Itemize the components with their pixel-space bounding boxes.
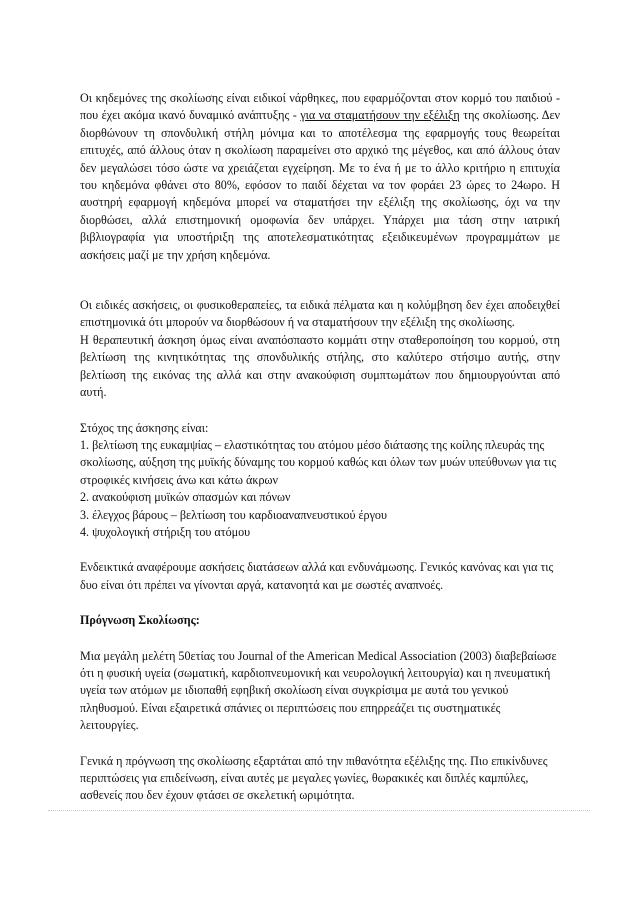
paragraph-braces-text-start: Οι κηδεμόνες της σκολίωσης είναι ειδικοί νάρθηκες, που εφαρμόζονται στον κορμό του παιδιού - που έχει ακόμα ικανό δυναμικό ανάπτυξης - — [80, 91, 560, 123]
paragraph-spacer — [80, 735, 560, 753]
paragraph-jama-study: Μια μεγάλη μελέτη 50ετίας του Journal of the American Medical Association (2003) διαβεβαίωσε ότι η φυσική υγεία (σωματική, καρδιοπνευμονική και νευρολογική λειτουργία) και η πνευματική υγεία των ατόμων με ιδιοπαθή εφηβική σκολίωση είναι συγκρίσιμα με αυτά του γενικού πληθυσμού. Είναι εξαιρετικά σπάνιες οι περιπτώσεις που επηρρεάζει τις συστηματικές λειτουργίες. — [80, 648, 557, 733]
goal-item-3: 3. έλεγχος βάρους – βελτίωση του καρδιοαναπνευστικού έργου — [80, 507, 387, 522]
paragraph-spacer — [80, 630, 560, 648]
paragraph-spacer — [80, 594, 560, 612]
section-heading-prognosis: Πρόγνωση Σκολίωσης: — [80, 613, 200, 628]
footer-divider — [48, 810, 590, 811]
paragraph-spacer — [80, 541, 560, 559]
document-body — [80, 90, 560, 805]
paragraph-braces-text-end: της σκολίωσης. Δεν διορθώνουν τη σπονδυλική στήλη μόνιμα και το αποτέλεσμα της εφαρμογής τους θεωρείται επιτυχές, από άλλους όταν η σκολίωση παραμείνει στο αρχικό της μέγεθος, και από άλλους όταν δεν μεγαλώσει τόσο ώστε να χρειάζεται εγχείρηση. Με το ένα ή με το άλλο κριτήριο η επιτυχία του κηδεμόνα φθάνει στο 80%, εφόσον το παιδί δέχεται να τον φοράει 23 ώρες το 24ωρο. Η αυστηρή εφαρμογή κηδεμόνα μπορεί να σταματήσει την εξέλιξη της σκολίωσης, όχι να την διορθώσει, αλλά επιστημονική ομοφωνία δεν υπάρχει. Υπάρχει μια τάση στην ιατρική βιβλιογραφία για υποστήριξη της αποτελεσματικότητας εξειδικευμένων προγραμμάτων με ασκήσεις μαζί με την χρήση κηδεμόνα. — [80, 108, 561, 262]
paragraph-exercise-examples: Ενδεικτικά αναφέρουμε ασκήσεις διατάσεων αλλά και ενδυνάμωσης. Γενικός κανόνας και για τις δυο είναι ότι πρέπει να γίνονται αργά, κατανοητά και με σωστές αναπνοές. — [80, 560, 554, 592]
paragraph-spacer — [80, 402, 560, 420]
goal-item-4: 4. ψυχολογική στήριξη του ατόμου — [80, 524, 251, 539]
goal-item-2: 2. ανακούφιση μυϊκών σπασμών και πόνων — [80, 490, 291, 505]
goals-intro: Στόχος της άσκησης είναι: — [80, 420, 209, 435]
paragraph-prognosis: Γενικά η πρόγνωση της σκολίωσης εξαρτάται από την πιθανότητα εξέλιξης της. Πιο επικίνδυνες περιπτώσεις για επιδείνωση, είναι αυτές με μεγαλες γωνίες, θωρακικές και διπλές καμπύλες, ασθενείς που δεν έχουν φτάσει σε σκελετική ωριμότητα. — [80, 753, 548, 803]
paragraph-spacer — [80, 264, 560, 297]
paragraph-therapeutic-exercise: Η θεραπευτική άσκηση όμως είναι αναπόσπαστο κομμάτι στην σταθεροποίηση του κορμού, στη βελτίωση της κινητικότητας της σπονδυλικής στήλης, στο καλύτερο στήσιμο αυτής, στην βελτίωση της εικόνας της αλλά και στην ανακούφιση συμπτωμάτων που δημιουργούνται από αυτή. — [80, 332, 560, 400]
goal-item-1: 1. βελτίωση της ευκαμψίας – ελαστικότητας του ατόμου μέσο διάτασης της κοίλης πλευράς της σκολίωσης, αύξηση της μυϊκής δύναμης του κορμού καθώς και όλων των μυών υπεύθυνων για τις στροφικές κινήσεις άνω και κάτω άκρων — [80, 437, 557, 487]
inline-link-stop-progression[interactable]: για να σταματήσουν την εξέλιξη — [300, 108, 460, 123]
paragraph-special-exercises: Οι ειδικές ασκήσεις, οι φυσικοθεραπείες, τα ειδικά πέλματα και η κολύμβηση δεν έχει αποδειχθεί επιστημονικά ότι μπορούν να διορθώσουν ή να σταματήσουν την εξέλιξη της σκολίωσης. — [80, 298, 560, 330]
paragraph-braces — [80, 90, 560, 264]
